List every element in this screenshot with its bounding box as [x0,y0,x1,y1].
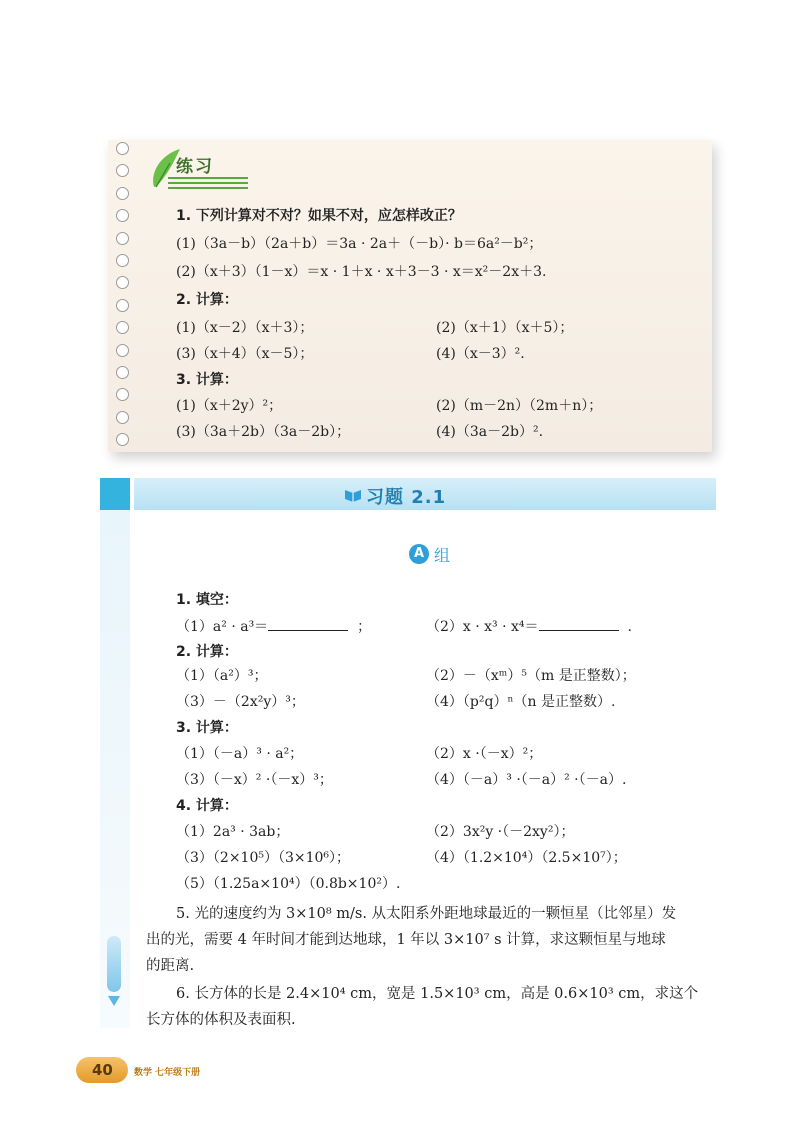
ring-icon [116,388,129,401]
practice-q2-1: (1)（x－2）（x＋3）； [176,320,314,336]
practice-q2: 2. 计算： [176,292,238,308]
ex-q4-4: （4）（1.2×10⁴）（2.5×10⁷）； [426,850,627,866]
ex-q4-3: （3）（2×10⁵）（3×10⁶）； [176,850,351,866]
ex-q4-1: （1）2a³ · 3ab； [176,824,290,840]
practice-q2-4: (4)（x－3）². [436,346,525,362]
group-badge: A [409,544,429,564]
scroll-handle [107,936,121,992]
practice-q2-2: (2)（x＋1）（x＋5）； [436,320,574,336]
ex-q5-line3: 的距离. [146,958,195,974]
ex-q1-2-end: . [627,619,632,635]
title-underline [168,177,248,192]
practice-q3-3: (3)（3a＋2b）（3a－2b）； [176,424,351,440]
ex-q2-3: （3）－（2x²y）³； [176,694,305,710]
ring-icon [116,299,129,312]
ring-icon [116,321,129,334]
page-number: 40 [92,1061,113,1079]
ex-q1-2-text: （2）x · x³ · x⁴＝ [426,619,539,635]
book-title: 数学 七年级下册 [134,1068,201,1078]
ring-icon [116,433,129,446]
ring-icon [116,187,129,200]
practice-q1: 1. 下列计算对不对？如果不对，应怎样改正？ [176,208,462,224]
ring-icon [116,232,129,245]
practice-q1-2: (2)（x＋3）（1－x）＝x · 1＋x · x＋3－3 · x＝x²－2x＋3. [176,264,547,280]
answer-blank [539,616,619,631]
ex-q5-line1: 5. 光的速度约为 3×10⁸ m/s. 从太阳系外距地球最近的一颗恒星（比邻星）发 [176,906,677,922]
ex-q1: 1. 填空： [176,592,238,608]
ex-q1-2 [426,616,632,637]
practice-q3-2: (2)（m－2n）（2m＋n）； [436,398,603,414]
practice-title: 练习 [176,157,214,177]
ex-q4-2: （2）3x²y ·（－2xy²）； [426,824,575,840]
ex-q2-4: （4）（p²q）ⁿ（n 是正整数）. [426,694,616,710]
ex-q1-1 [176,616,371,637]
ex-q5-line2: 出的光，需要 4 年时间才能到达地球，1 年以 3×10⁷ s 计算，求这颗恒星与地球 [146,932,666,948]
ring-icon [116,276,129,289]
practice-q3: 3. 计算： [176,372,238,388]
ex-q2-2: （2）－（xᵐ）⁵（m 是正整数）； [426,668,636,684]
ring-icon [116,142,129,155]
practice-q2-3: (3)（x＋4）（x－5）； [176,346,314,362]
ring-icon [116,344,129,357]
answer-blank [268,616,348,631]
exercise-title: 习题 2.1 [366,487,447,508]
ring-icon [116,254,129,267]
ex-q3-3: （3）（－x）² ·（－x）³； [176,772,333,788]
ex-q1-1-end: ； [357,619,372,635]
ring-icon [116,164,129,177]
ex-q3: 3. 计算： [176,720,238,736]
notebook-rings [112,140,132,450]
ex-q3-1: （1）（－a）³ · a²； [176,746,304,762]
ex-q4: 4. 计算： [176,798,238,814]
ex-q2-1: （1）（a²）³； [176,668,268,684]
practice-q3-1: (1)（x＋2y）²； [176,398,283,414]
arrow-down-icon [108,996,120,1006]
banner-accent [100,478,130,510]
ex-q6-line1: 6. 长方体的长是 2.4×10⁴ cm，宽是 1.5×10³ cm，高是 0.6×10³ cm，求这个 [176,986,699,1002]
ex-q2: 2. 计算： [176,644,238,660]
ring-icon [116,411,129,424]
practice-q3-4: (4)（3a－2b）². [436,424,544,440]
group-label: 组 [434,546,451,565]
ex-q6-line2: 长方体的体积及表面积. [146,1012,296,1028]
ex-q3-4: （4）（－a）³ ·（－a）² ·（－a）. [426,772,627,788]
ex-q3-2: （2）x ·（－x）²； [426,746,543,762]
book-icon [343,484,363,504]
ex-q1-1-text: （1）a² · a³＝ [176,619,269,635]
practice-q1-1: (1)（3a－b）（2a＋b）＝3a · 2a＋（－b）· b＝6a²－b²； [176,236,543,252]
ex-q4-5: （5）（1.25a×10⁴）（0.8b×10²）. [176,876,401,892]
ring-icon [116,209,129,222]
ring-icon [116,366,129,379]
